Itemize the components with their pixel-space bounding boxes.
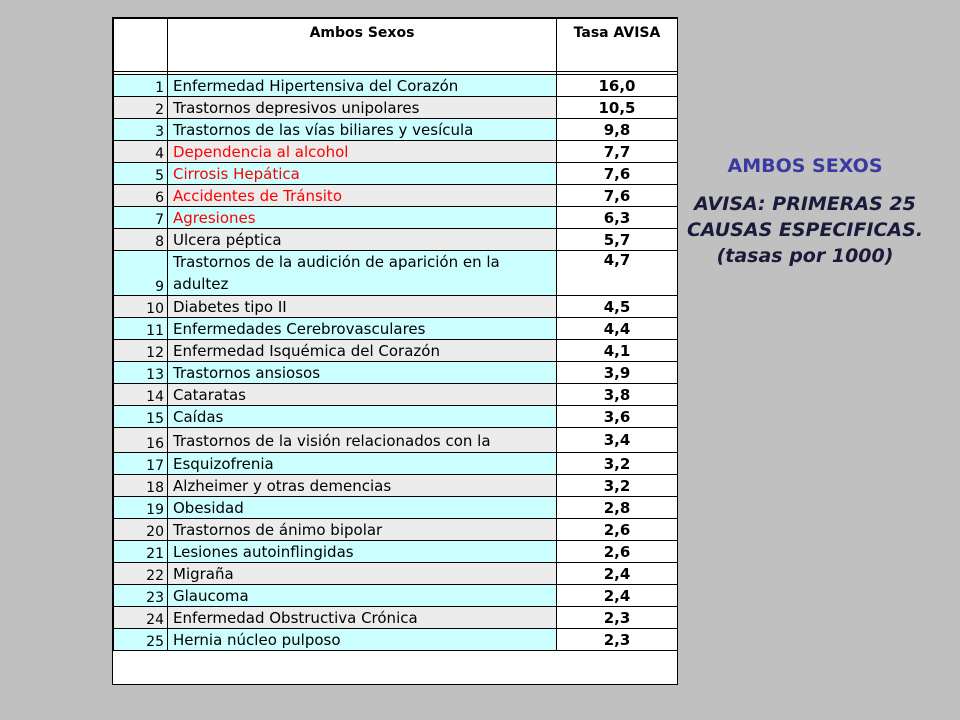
row-rate: 9,8 (557, 119, 678, 141)
table-row (114, 229, 678, 251)
avisa-table (113, 18, 678, 651)
row-rate: 16,0 (557, 75, 678, 97)
row-rate: 2,6 (557, 519, 678, 541)
row-cause: Cirrosis Hepática (168, 163, 557, 185)
row-cause: Cataratas (168, 384, 557, 406)
row-rank: 5 (114, 163, 168, 185)
row-cause: Trastornos depresivos unipolares (168, 97, 557, 119)
row-cause: Hernia núcleo pulposo (168, 629, 557, 651)
row-rank: 20 (114, 519, 168, 541)
table-row (114, 563, 678, 585)
row-rank: 12 (114, 340, 168, 362)
row-cause: Esquizofrenia (168, 453, 557, 475)
side-title: AMBOS SEXOS (727, 155, 883, 177)
row-rank: 18 (114, 475, 168, 497)
row-rank: 1 (114, 75, 168, 97)
side-subtitle: AVISA: PRIMERAS 25 CAUSAS ESPECIFICAS. (686, 193, 924, 241)
row-cause: Caídas (168, 406, 557, 428)
row-cause: Ulcera péptica (168, 229, 557, 251)
table-row (114, 585, 678, 607)
table-row (114, 362, 678, 384)
row-rate: 10,5 (557, 97, 678, 119)
row-rate: 2,3 (557, 607, 678, 629)
row-rank: 6 (114, 185, 168, 207)
row-rank: 17 (114, 453, 168, 475)
side-note: (tasas por 1000) (716, 245, 894, 267)
side-caption (680, 155, 930, 269)
table-row (114, 607, 678, 629)
row-cause: Enfermedad Isquémica del Corazón (168, 340, 557, 362)
row-rank: 9 (114, 251, 168, 296)
row-rate: 3,8 (557, 384, 678, 406)
table-row (114, 251, 678, 296)
row-rate: 3,2 (557, 453, 678, 475)
row-rank: 4 (114, 141, 168, 163)
row-cause: Diabetes tipo II (168, 296, 557, 318)
row-rank: 16 (114, 428, 168, 453)
row-cause: Alzheimer y otras demencias (168, 475, 557, 497)
row-rank: 15 (114, 406, 168, 428)
row-cause: Enfermedades Cerebrovasculares (168, 318, 557, 340)
table-row (114, 75, 678, 97)
row-cause: Lesiones autoinflingidas (168, 541, 557, 563)
row-cause: Trastornos de la audición de aparición en la adultez (168, 251, 557, 296)
row-rate: 6,3 (557, 207, 678, 229)
table-row (114, 340, 678, 362)
row-rank: 19 (114, 497, 168, 519)
header-cause: Ambos Sexos (168, 19, 557, 72)
row-rank: 25 (114, 629, 168, 651)
row-rank: 22 (114, 563, 168, 585)
row-rate: 2,4 (557, 563, 678, 585)
row-rate: 3,2 (557, 475, 678, 497)
row-cause: Obesidad (168, 497, 557, 519)
row-rate: 2,4 (557, 585, 678, 607)
row-rate: 2,6 (557, 541, 678, 563)
row-cause: Trastornos de la visión relacionados con la (168, 428, 557, 453)
table-row (114, 141, 678, 163)
table-row (114, 97, 678, 119)
table-row (114, 541, 678, 563)
row-rate: 2,8 (557, 497, 678, 519)
header-rate: Tasa AVISA (557, 19, 678, 72)
row-cause: Glaucoma (168, 585, 557, 607)
row-rank: 2 (114, 97, 168, 119)
row-rate: 7,6 (557, 185, 678, 207)
row-rank: 14 (114, 384, 168, 406)
row-cause: Enfermedad Hipertensiva del Corazón (168, 75, 557, 97)
row-rate: 7,7 (557, 141, 678, 163)
row-rank: 10 (114, 296, 168, 318)
table-row (114, 497, 678, 519)
avisa-table-panel (112, 17, 678, 685)
table-header-row (114, 19, 678, 72)
row-rank: 21 (114, 541, 168, 563)
row-cause: Enfermedad Obstructiva Crónica (168, 607, 557, 629)
row-rank: 24 (114, 607, 168, 629)
row-rate: 4,4 (557, 318, 678, 340)
row-rate: 5,7 (557, 229, 678, 251)
row-rate: 7,6 (557, 163, 678, 185)
row-cause: Trastornos de ánimo bipolar (168, 519, 557, 541)
row-cause: Accidentes de Tránsito (168, 185, 557, 207)
table-row (114, 475, 678, 497)
row-rank: 23 (114, 585, 168, 607)
table-row (114, 629, 678, 651)
table-row (114, 207, 678, 229)
row-cause: Trastornos ansiosos (168, 362, 557, 384)
row-rate: 2,3 (557, 629, 678, 651)
row-rank: 7 (114, 207, 168, 229)
table-row (114, 185, 678, 207)
row-cause: Trastornos de las vías biliares y vesícula (168, 119, 557, 141)
table-row (114, 296, 678, 318)
row-rate: 3,4 (557, 428, 678, 453)
row-rank: 8 (114, 229, 168, 251)
table-row (114, 318, 678, 340)
row-rank: 13 (114, 362, 168, 384)
row-rank: 3 (114, 119, 168, 141)
table-row (114, 428, 678, 453)
table-row (114, 119, 678, 141)
row-cause: Migraña (168, 563, 557, 585)
table-row (114, 384, 678, 406)
row-cause: Dependencia al alcohol (168, 141, 557, 163)
row-rate: 4,1 (557, 340, 678, 362)
table-row (114, 406, 678, 428)
table-row (114, 519, 678, 541)
header-rank-cell (114, 19, 168, 72)
row-rate: 4,5 (557, 296, 678, 318)
row-rank: 11 (114, 318, 168, 340)
row-rate: 4,7 (557, 251, 678, 296)
table-row (114, 163, 678, 185)
row-rate: 3,6 (557, 406, 678, 428)
table-row (114, 453, 678, 475)
row-rate: 3,9 (557, 362, 678, 384)
row-cause: Agresiones (168, 207, 557, 229)
